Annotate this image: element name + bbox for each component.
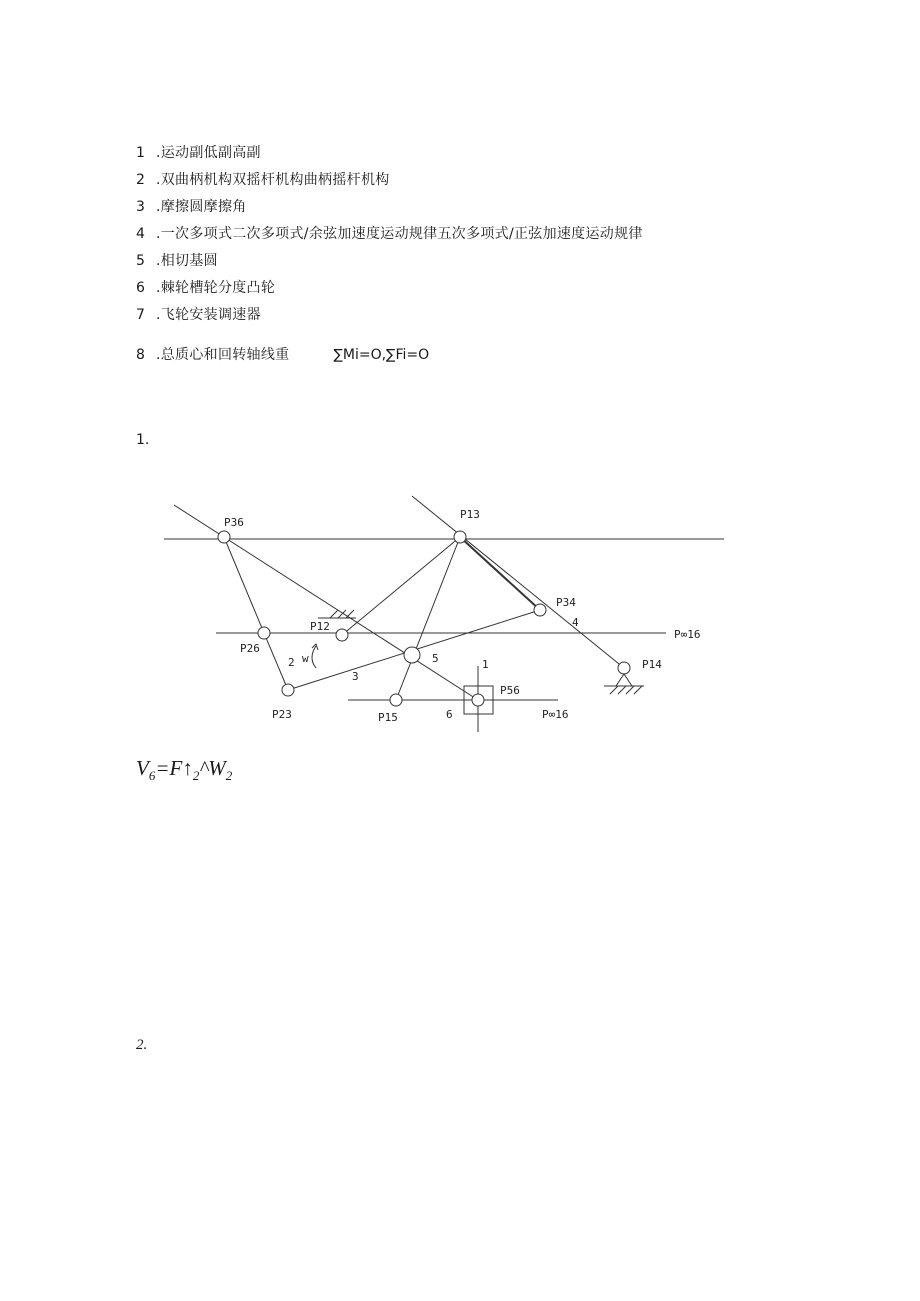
joint-p34 (534, 604, 546, 616)
velocity-symbol: V (136, 756, 149, 780)
label-link-3: 3 (352, 670, 359, 683)
support-p14 (616, 674, 624, 686)
joint-center (404, 647, 420, 663)
label-p23: P23 (272, 708, 292, 721)
answer-text: .飞轮安装调速器 (156, 307, 261, 323)
section-2-label: 2. (136, 1037, 148, 1053)
answer-number: 1 (136, 145, 145, 161)
link-p13-p15 (396, 537, 460, 700)
mechanism-diagram (160, 490, 730, 740)
answer-item-5 (136, 248, 643, 275)
answer-list (136, 140, 643, 369)
answer-number: 6 (136, 280, 145, 296)
joint-p12 (336, 629, 348, 641)
answer-number: 7 (136, 307, 145, 323)
joint-p56 (472, 694, 484, 706)
answer-text: .摩擦圆摩擦角 (156, 199, 247, 215)
label-link-5: 5 (432, 652, 439, 665)
velocity-subscript: 6 (148, 768, 156, 784)
omega-arrow-icon (312, 646, 316, 668)
answer-item-8 (136, 342, 643, 369)
answer-number: 3 (136, 199, 145, 215)
ground-hatch (626, 686, 634, 694)
velocity-middle: =F↑ (155, 756, 193, 780)
label-p26: P26 (240, 642, 260, 655)
label-p12: P12 (310, 620, 330, 633)
answer-item-6 (136, 275, 643, 302)
balance-formula: ∑Mi=O,∑Fi=O (333, 347, 430, 363)
velocity-end-subscript: 2 (225, 768, 233, 784)
answer-text: .总质心和回转轴线重 (156, 347, 290, 363)
answer-item-1 (136, 140, 643, 167)
diagonal-line-p13-p14 (412, 496, 624, 668)
label-omega: w (302, 652, 309, 665)
answer-text: .运动副低副高副 (156, 145, 261, 161)
label-p56: P56 (500, 684, 520, 697)
answer-item-2 (136, 167, 643, 194)
joint-p15 (390, 694, 402, 706)
ground-hatch (634, 686, 642, 694)
joint-p26 (258, 627, 270, 639)
support-p14 (624, 674, 632, 686)
label-p15: P15 (378, 711, 398, 724)
ground-hatch (610, 686, 618, 694)
answer-number: 5 (136, 253, 145, 269)
label-p34: P34 (556, 596, 576, 609)
answer-text: .棘轮槽轮分度凸轮 (156, 280, 276, 296)
label-link-4: 4 (572, 616, 579, 629)
answer-text: .双曲柄机构双摇杆机构曲柄摇杆机构 (156, 172, 390, 188)
link-4-thick (460, 537, 540, 610)
label-pinf-bottom: P∞16 (542, 708, 569, 721)
label-link-1: 1 (482, 658, 489, 671)
link-p36-p26 (224, 537, 264, 633)
answer-item-4 (136, 221, 643, 248)
label-p36: P36 (224, 516, 244, 529)
joint-p36 (218, 531, 230, 543)
velocity-equation (136, 756, 232, 784)
label-pinf-top: P∞16 (674, 628, 701, 641)
section-1-label: 1. (136, 432, 150, 448)
answer-number: 8 (136, 347, 145, 363)
joint-p14 (618, 662, 630, 674)
label-p13: P13 (460, 508, 480, 521)
link-p13-p12 (342, 537, 460, 635)
velocity-end: ^W (199, 756, 226, 780)
answer-number: 4 (136, 226, 145, 242)
ground-hatch (346, 610, 354, 618)
answer-item-3 (136, 194, 643, 221)
joint-p23 (282, 684, 294, 696)
ground-hatch (330, 610, 338, 618)
label-link-2: 2 (288, 656, 295, 669)
answer-number: 2 (136, 172, 145, 188)
answer-text: .一次多项式二次多项式/余弦加速度运动规律五次多项式/正弦加速度运动规律 (156, 226, 643, 242)
label-link-6: 6 (446, 708, 453, 721)
answer-item-7 (136, 302, 643, 329)
ground-hatch (618, 686, 626, 694)
label-p14: P14 (642, 658, 662, 671)
velocity-middle-subscript: 2 (192, 768, 200, 784)
answer-text: .相切基圆 (156, 253, 218, 269)
joint-p13 (454, 531, 466, 543)
link-p26-p23 (264, 633, 288, 690)
